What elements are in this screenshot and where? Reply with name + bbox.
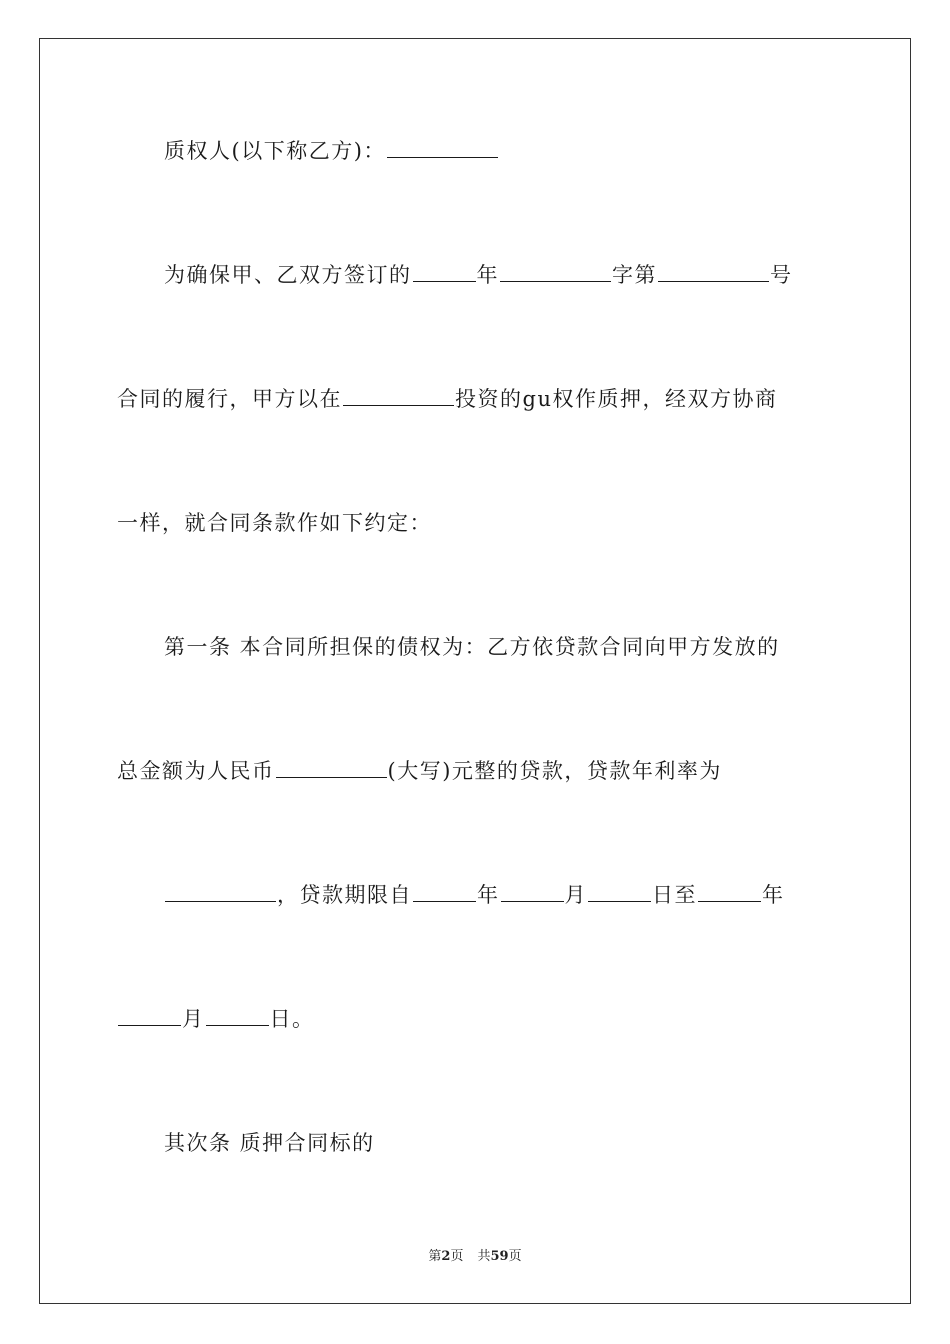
total-prefix: 共 [477,1249,491,1264]
start-month-blank[interactable] [501,881,564,902]
intro-text: 为确保甲、乙双方签订的 [164,263,412,287]
pledgee-blank[interactable] [387,137,498,158]
amount-text: (大写)元整的贷款，贷款年利率为 [387,759,722,783]
page-footer [0,1248,950,1266]
pledgee-line [117,136,880,166]
page-frame [39,38,911,1304]
start-year-blank[interactable] [413,881,476,902]
until-label: 日至 [652,883,697,907]
loan-end-line [117,1004,833,1034]
amount-blank[interactable] [276,757,387,778]
article-one-text: 第一条 本合同所担保的债权为：乙方依贷款合同向甲方发放的 [164,635,780,659]
page-prefix: 第 [428,1249,442,1264]
char-blank[interactable] [500,261,611,282]
number-blank[interactable] [658,261,769,282]
end-month-blank[interactable] [118,1005,181,1026]
end-day-label: 日。 [269,1007,315,1031]
start-month-label: 月 [564,883,587,907]
page-number: 2 [441,1249,451,1264]
start-day-blank[interactable] [588,881,651,902]
end-day-blank[interactable] [206,1005,269,1026]
amount-label: 总金额为人民币 [117,759,275,783]
year-label: 年 [476,263,499,287]
article-two-text: 其次条 质押合同标的 [164,1131,375,1155]
total-suffix: 页 [508,1249,522,1264]
char-no-label: 字第 [612,263,657,287]
pledge-text: 投资的gu权作质押，经双方协商 [455,387,778,411]
end-month-label: 月 [182,1007,205,1031]
page-suffix: 页 [450,1249,464,1264]
year-blank[interactable] [413,261,476,282]
total-pages: 59 [490,1249,509,1264]
loan-amount-line [117,756,833,786]
rate-blank[interactable] [165,881,276,902]
end-year-blank[interactable] [698,881,761,902]
agreement-text: 一样，就合同条款作如下约定： [117,511,432,535]
investment-blank[interactable] [343,385,454,406]
article-one-line [117,632,880,662]
performance-text: 合同的履行，甲方以在 [117,387,342,411]
number-label: 号 [770,263,793,287]
contract-performance-line [117,384,833,414]
article-two-line [117,1128,880,1158]
agreement-line [117,508,833,538]
loan-term-line [117,880,880,910]
clause-intro-line [117,260,880,290]
start-year-label: 年 [477,883,500,907]
term-label: ，贷款期限自 [277,883,412,907]
pledgee-label: 质权人(以下称乙方)： [164,139,386,163]
end-year-label: 年 [762,883,785,907]
